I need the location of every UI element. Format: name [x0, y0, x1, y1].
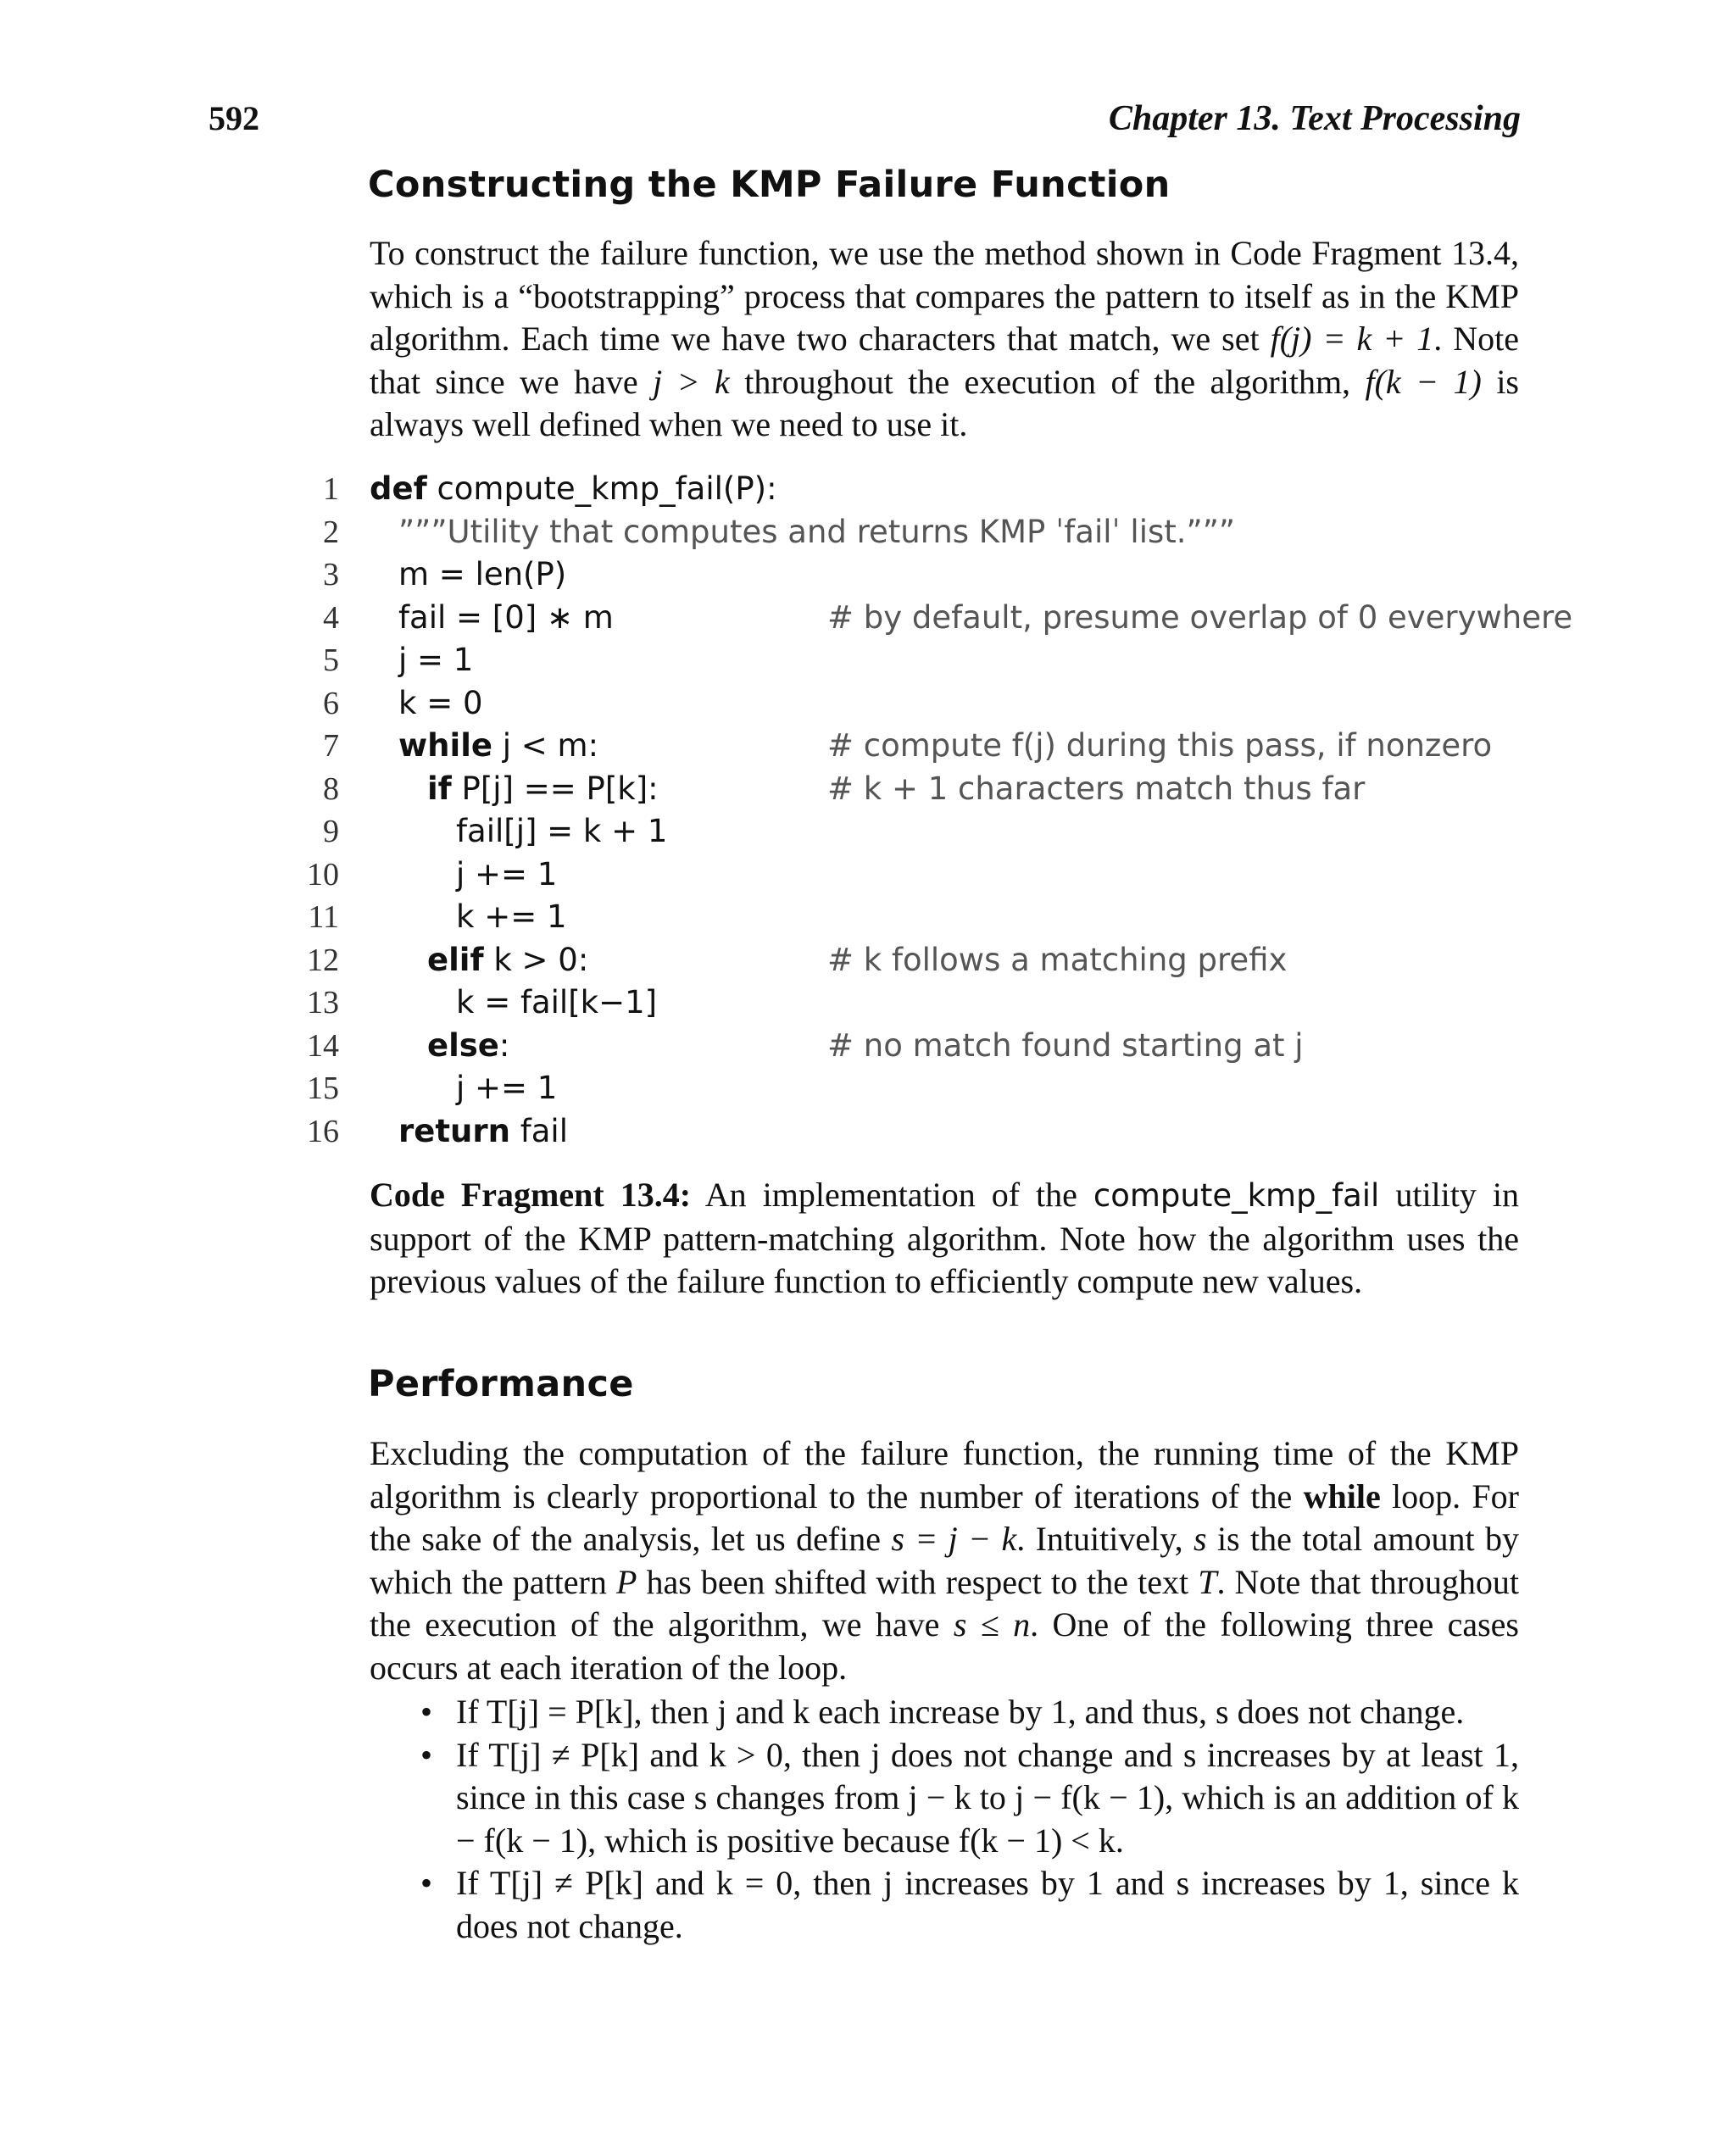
code-line — [0, 468, 1736, 510]
code-comment: # k + 1 characters match thus far — [827, 770, 1366, 807]
code-text: k = 0 — [398, 684, 483, 721]
code-line — [0, 682, 1736, 725]
code-text: j = 1 — [398, 642, 474, 678]
code-text: fail[j] = k + 1 — [456, 813, 668, 849]
line-number: 11 — [308, 899, 339, 935]
code-line — [0, 725, 1736, 767]
line-number: 10 — [307, 856, 339, 893]
code-line — [0, 1110, 1736, 1153]
code-line — [0, 511, 1736, 553]
line-number: 15 — [307, 1070, 339, 1106]
line-number: 7 — [323, 728, 339, 764]
code-line — [0, 1067, 1736, 1109]
line-number: 3 — [323, 557, 339, 592]
code-line — [0, 854, 1736, 896]
code-comment: # by default, presume overlap of 0 everywhere — [827, 598, 1573, 636]
code-text: k = fail[k−1] — [456, 984, 658, 1020]
code-comment: # no match found starting at j — [827, 1026, 1304, 1064]
code-text: else: — [427, 1026, 510, 1064]
page-number: 592 — [209, 99, 259, 137]
running-head: Chapter 13. Text Processing — [1108, 99, 1521, 138]
line-number: 14 — [307, 1027, 339, 1064]
line-number: 9 — [323, 814, 339, 849]
code-line — [0, 810, 1736, 853]
code-caption: Code Fragment 13.4: An implementation of the compute_kmp_fail utility in support of the KMP pattern-matching algorithm. Note how the algorithm uses the previous values of the failure function to efficiently compute new values. — [370, 1176, 1519, 1300]
code-line — [0, 597, 1736, 639]
keyword: elif — [427, 941, 484, 978]
bullet-icon: • — [420, 1864, 433, 1902]
code-text: j += 1 — [456, 855, 558, 893]
keyword: else — [427, 1026, 499, 1064]
code-text: def compute_kmp_fail(P): — [370, 470, 777, 507]
list-item: • If T[j] ≠ P[k] and k = 0, then j increases by 1 and s increases by 1, since k does not change. — [420, 1864, 1519, 1945]
code-comment: # compute f(j) during this pass, if nonzero — [827, 727, 1493, 764]
line-number: 12 — [307, 942, 339, 978]
code-line — [0, 982, 1736, 1024]
list-item: • If T[j] = P[k], then j and k each increase by 1, and thus, s does not change. — [415, 1691, 1519, 1734]
keyword: return — [398, 1112, 510, 1149]
code-line — [0, 896, 1736, 938]
code-text: if P[j] == P[k]: — [427, 770, 659, 807]
code-text: j += 1 — [456, 1070, 558, 1106]
bullet-icon: • — [420, 1693, 433, 1731]
performance-paragraph: Excluding the computation of the failure function, the running time of the KMP algorithm is clearly proportional to the number of iterations of the while loop. For the sake of the analysis, let us define s = j − k. Intuitively, s is the total amount by which the pattern P has been shifted with respect to the text T. Note that throughout the execution of the algorithm, we have s ≤ n. One of the following three cases occurs at each iteration of the loop. — [370, 1434, 1520, 1687]
code-line — [0, 553, 1736, 596]
keyword: while — [398, 727, 492, 764]
line-number: 6 — [323, 685, 339, 721]
line-number: 4 — [323, 599, 339, 636]
code-text: return fail — [398, 1112, 568, 1149]
line-number: 1 — [323, 471, 339, 507]
code-line — [0, 639, 1736, 681]
list-item: • If T[j] ≠ P[k] and k > 0, then j does not change and s increases by at least 1, since in this case s changes from j − k to j − f(k − 1), which is an addition of k − f(k − 1), which is positive because f(k − 1) < k. — [420, 1735, 1519, 1860]
line-number: 13 — [307, 985, 339, 1020]
code-text: elif k > 0: — [427, 941, 589, 978]
line-number: 2 — [323, 514, 339, 550]
section-heading-performance: Performance — [368, 1363, 634, 1405]
bullet-icon: • — [420, 1735, 433, 1774]
code-line — [0, 1025, 1736, 1067]
line-number: 8 — [323, 770, 339, 807]
code-text: k += 1 — [456, 898, 567, 935]
code-text: ”””Utility that computes and returns KMP ˈfailˈ list.””” — [398, 513, 1236, 550]
keyword: if — [427, 770, 452, 807]
line-number: 16 — [307, 1113, 339, 1149]
case-list — [415, 1691, 1519, 1948]
intro-paragraph: To construct the failure function, we use the method shown in Code Fragment 13.4, which is a “bootstrapping” process that compares the pattern to itself as in the KMP algorithm. Each time we have two characters that match, we set f(j) = k + 1. Note that since we have j > k throughout the execution of the algorithm, f(k − 1) is always well defined when we need to use it. — [370, 234, 1520, 443]
line-number: 5 — [323, 642, 339, 678]
keyword: def — [370, 470, 427, 507]
code-line — [0, 939, 1736, 982]
code-text: while j < m: — [398, 727, 599, 764]
code-text: m = len(P) — [398, 556, 567, 592]
section-heading-kmp-failure: Constructing the KMP Failure Function — [368, 164, 1171, 206]
code-comment: # k follows a matching prefix — [827, 941, 1288, 978]
code-text: fail = [0] ∗ m — [398, 598, 614, 636]
code-line — [0, 768, 1736, 810]
